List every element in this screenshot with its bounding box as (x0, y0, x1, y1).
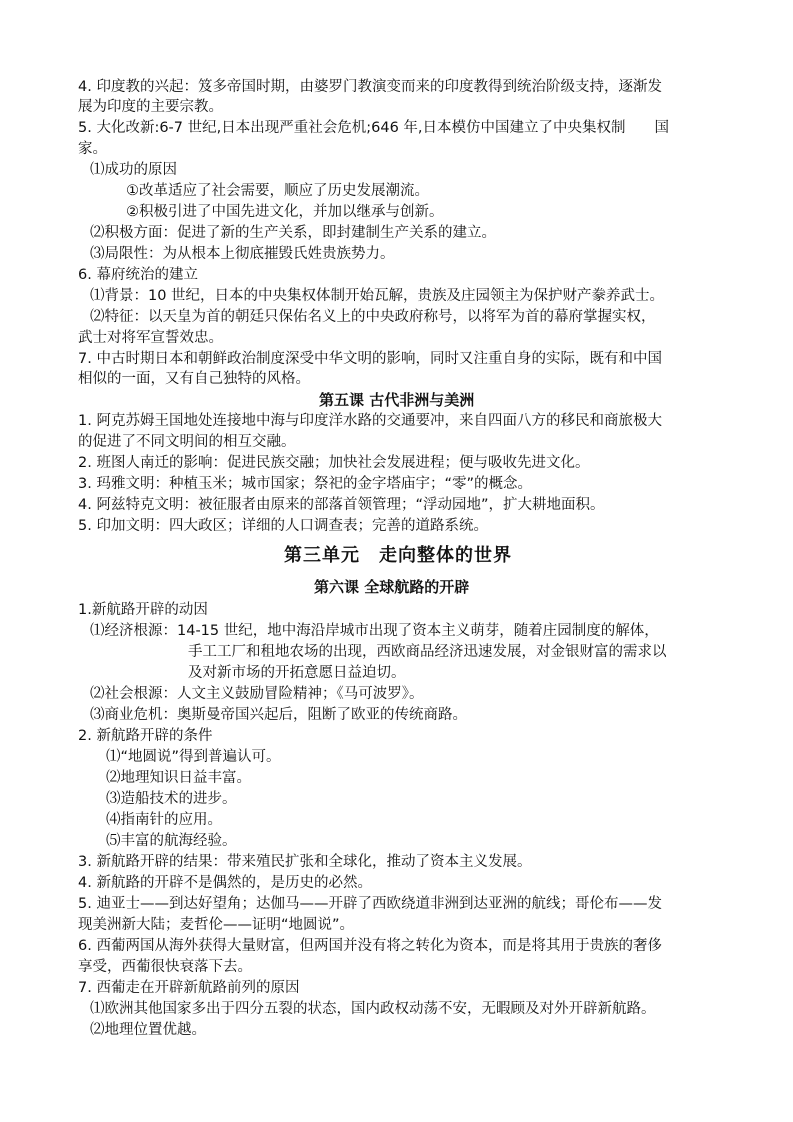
text-line: ⑶造船技术的进步。 (106, 791, 237, 807)
text-line: 7. 中古时期日本和朝鲜政治制度深受中华文明的影响，同时又注重自身的实际，既有和中国 (78, 351, 662, 367)
unit-heading: 第三单元 走向整体的世界 (284, 545, 512, 566)
text-line: ⑵积极方面：促进了新的生产关系，即封建制生产关系的建立。 (90, 225, 496, 241)
text-line: 及对新市场的开拓意愿日益迫切。 (188, 665, 406, 681)
text-line: 4. 印度教的兴起：笈多帝国时期，由婆罗门教演变而来的印度教得到统治阶级支持，逐渐发 (78, 79, 662, 95)
text-line: ⑴成功的原因 (90, 162, 177, 178)
text-line: 7. 西葡走在开辟新航路前列的原因 (78, 980, 300, 996)
lesson-heading: 第五课 古代非洲与美洲 (319, 391, 475, 409)
text-line: ①改革适应了社会需要，顺应了历史发展潮流。 (126, 183, 429, 199)
text-line: 5. 迪亚士——到达好望角；达伽马——开辟了西欧绕道非洲到达亚洲的航线；哥伦布——发 (78, 896, 662, 912)
text-line: ⑵特征：以天皇为首的朝廷只保佑名义上的中央政府称号，以将军为首的幕府掌握实权， (90, 309, 656, 325)
text-line: 5. 大化改新:6-7 世纪,日本出现严重社会危机;646 年,日本模仿中国建立了中央集权制 国 (78, 120, 670, 136)
text-line: 享受，西葡很快衰落下去。 (78, 959, 252, 975)
text-line: 的促进了不同文明间的相互交融。 (78, 434, 296, 450)
text-line: 2. 班图人南迁的影响：促进民族交融；加快社会发展进程；便与吸收先进文化。 (78, 455, 590, 471)
text-line: 武士对将军宣誓效忠。 (78, 330, 223, 346)
text-line: 2. 新航路开辟的条件 (78, 728, 213, 744)
text-line: ⑶局限性：为从根本上彻底摧毁氏姓贵族势力。 (90, 246, 395, 262)
text-line: ⑵地理知识日益丰富。 (106, 770, 251, 786)
lesson-heading: 第六课 全球航路的开辟 (314, 578, 470, 596)
text-line: ⑴背景：10 世纪，日本的中央集权体制开始瓦解，贵族及庄园领主为保护财产豢养武士。 (90, 288, 665, 304)
text-line: 4. 新航路的开辟不是偶然的，是历史的必然。 (78, 875, 372, 891)
text-line: 4. 阿兹特克文明：被征服者由原来的部落首领管理；“浮动园地”，扩大耕地面积。 (78, 497, 605, 513)
text-line: 3. 玛雅文明：种植玉米；城市国家；祭祀的金字塔庙宇；“零”的概念。 (78, 476, 532, 492)
text-line: ⑶商业危机：奥斯曼帝国兴起后，阻断了欧亚的传统商路。 (90, 707, 467, 723)
text-line: 相似的一面，又有自己独特的风格。 (78, 371, 310, 387)
text-line: 6. 幕府统治的建立 (78, 267, 198, 283)
text-line: ⑷指南针的应用。 (106, 812, 222, 828)
text-line: ⑸丰富的航海经验。 (106, 833, 237, 849)
text-line: 现美洲新大陆；麦哲伦——证明“地圆说”。 (78, 917, 355, 933)
text-line: 6. 西葡两国从海外获得大量财富，但两国并没有将之转化为资本，而是将其用于贵族的奢侈 (78, 938, 662, 954)
text-line: ⑴欧洲其他国家多出于四分五裂的状态，国内政权动荡不安，无暇顾及对外开辟新航路。 (90, 1001, 656, 1017)
text-line: ⑵社会根源：人文主义鼓励冒险精神；《马可波罗》。 (90, 686, 424, 702)
text-line: 手工工厂和租地农场的出现，西欧商品经济迅速发展，对金银财富的需求以 (188, 644, 667, 660)
text-line: 3. 新航路开辟的结果：带来殖民扩张和全球化，推动了资本主义发展。 (78, 854, 532, 870)
text-line: ⑵地理位置优越。 (90, 1022, 206, 1038)
text-line: ⑴经济根源：14-15 世纪，地中海沿岸城市出现了资本主义萌芽，随着庄园制度的解体， (90, 623, 659, 639)
text-line: ⑴“地圆说”得到普遍认可。 (106, 749, 281, 765)
text-line: 5. 印加文明：四大政区；详细的人口调查表；完善的道路系统。 (78, 518, 488, 534)
text-line: 展为印度的主要宗教。 (78, 99, 223, 115)
text-line: 家。 (78, 141, 107, 157)
text-line: ②积极引进了中国先进文化，并加以继承与创新。 (126, 204, 444, 220)
text-line: 1.新航路开辟的动因 (78, 602, 208, 618)
text-line: 1. 阿克苏姆王国地处连接地中海与印度洋水路的交通要冲，来自四面八方的移民和商旅极大 (78, 413, 662, 429)
